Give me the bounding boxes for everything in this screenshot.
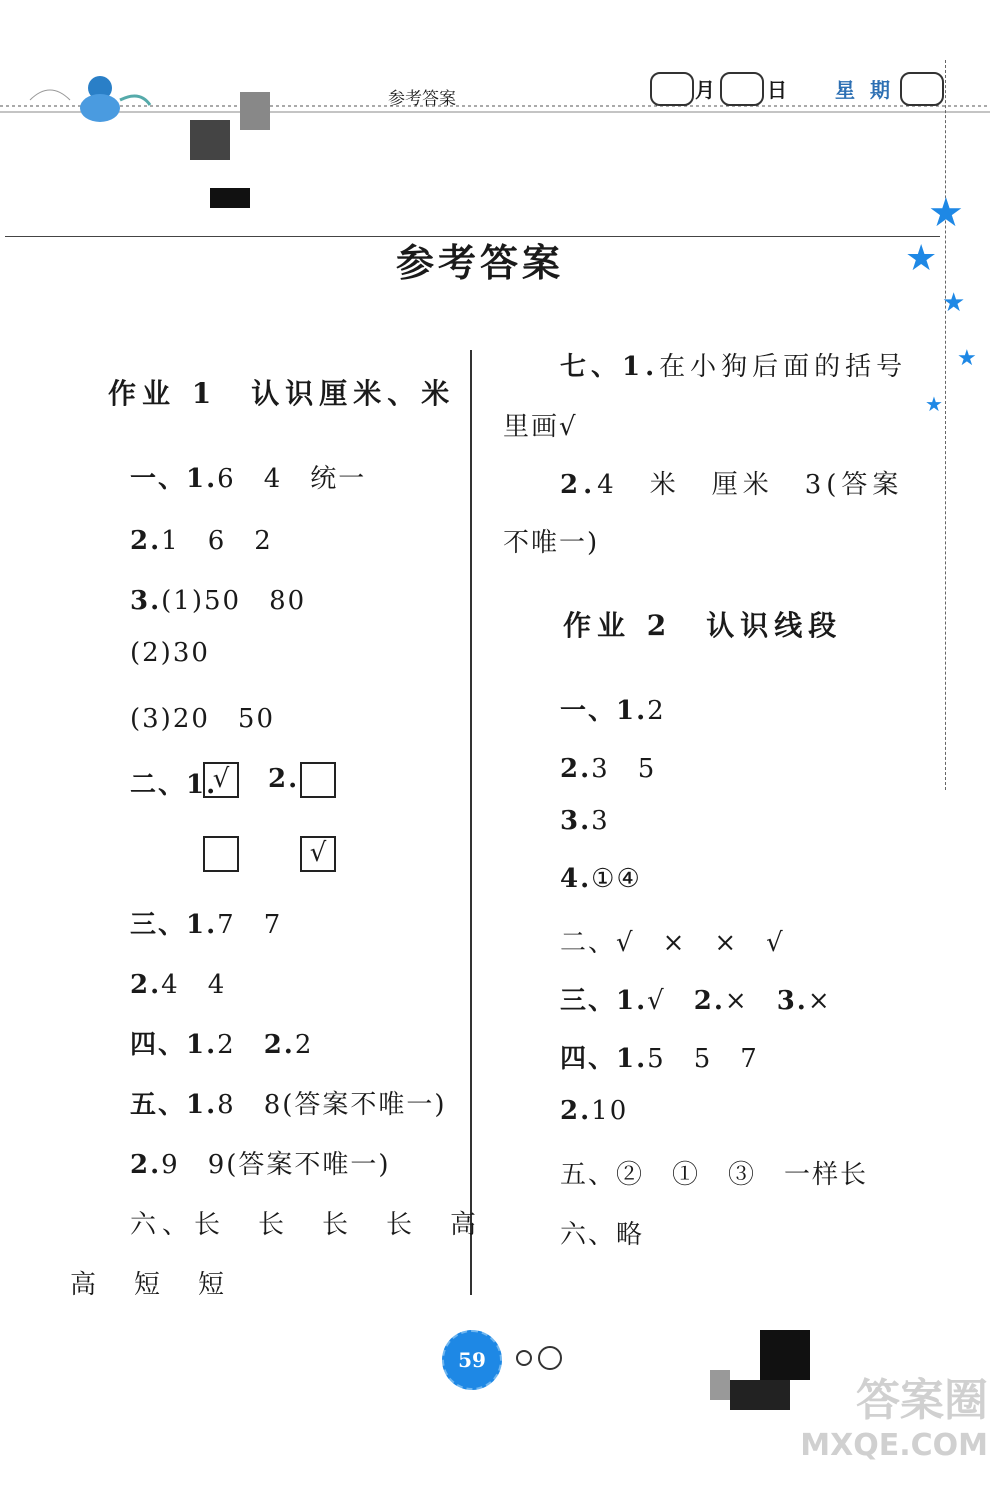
day-blank [720, 72, 764, 106]
margin-line [945, 60, 946, 790]
empty-box [203, 836, 239, 872]
answer-line: 2.1 6 2 [130, 526, 273, 556]
answer-line: 一、1.6 4 统一 [130, 464, 367, 494]
star-icon: ★ [905, 238, 938, 279]
answer-line: 4.①④ [560, 864, 642, 894]
answer-line: 三、1.7 7 [130, 910, 283, 940]
star-icon: ★ [957, 346, 977, 371]
mosaic-block [240, 92, 270, 130]
day-label: 日 [767, 78, 787, 102]
month-label: 月 [695, 78, 715, 102]
empty-box [300, 762, 336, 798]
page-title: 参考答案 [396, 240, 565, 285]
answer-line: 不唯一) [503, 528, 600, 558]
answer-line: 2.4 米 厘米 3(答案 [560, 470, 904, 500]
answer-line: 3.(1)50 80 [130, 586, 307, 616]
column-divider [470, 350, 472, 1295]
star-icon: ★ [925, 392, 943, 416]
circle-decoration [538, 1346, 562, 1370]
answer-line: 七、1.在小狗后面的括号 [560, 352, 908, 382]
answer-line: 四、1.5 5 7 [560, 1044, 759, 1074]
answer-line: 2.9 9(答案不唯一) [130, 1150, 391, 1180]
page-number: 59 [458, 1348, 486, 1372]
week-label-2: 期 [870, 78, 890, 102]
week-label-1: 星 [835, 78, 855, 102]
watermark-logo: 答案圈 [856, 1375, 988, 1426]
mosaic-block [190, 120, 230, 160]
circle-decoration [516, 1350, 532, 1366]
star-icon: ★ [942, 288, 966, 318]
mosaic-block [710, 1370, 730, 1400]
answer-line: 2.3 5 [560, 754, 657, 784]
mosaic-block [730, 1380, 790, 1410]
weekday-blank [900, 72, 944, 106]
answer-line: 2.4 4 [130, 970, 227, 1000]
answer-line: (2)30 [130, 638, 210, 668]
answer-line: 一、1.2 [560, 696, 666, 726]
section-heading: 作业 2 认识线段 [563, 609, 843, 642]
answer-line: 二、1. [130, 770, 218, 800]
month-blank [650, 72, 694, 106]
answer-line: 三、1.√ 2.× 3.× [560, 986, 832, 1016]
answer-line: 四、1.2 2.2 [130, 1030, 314, 1060]
page-number-badge [442, 1330, 502, 1390]
answer-line: 五、② ① ③ 一样长 [560, 1160, 869, 1190]
answer-line: 六、略 [560, 1220, 645, 1250]
answer-line: 高 短 短 [70, 1270, 231, 1300]
watermark-url: MXQE.COM [800, 1428, 988, 1463]
watermark [800, 1364, 988, 1463]
check-box: √ [203, 762, 239, 798]
answer-line: 六、长 长 长 长 高 [130, 1210, 483, 1240]
check-box: √ [300, 836, 336, 872]
answer-line: 五、1.8 8(答案不唯一) [130, 1090, 447, 1120]
snowman-illustration [30, 76, 150, 122]
answer-line: 2.10 [560, 1096, 629, 1126]
mosaic-block [210, 188, 250, 208]
header-small-title: 参考答案 [388, 89, 456, 109]
answer-line: 里画√ [503, 412, 578, 442]
answer-line: (3)20 50 [130, 704, 275, 734]
answer-line: 3.3 [560, 806, 610, 836]
section-heading: 作业 1 认识厘米、米 [108, 377, 456, 410]
star-icon: ★ [928, 190, 964, 236]
answer-line: 2. [268, 764, 300, 794]
answer-line: 二、√ × × √ [560, 928, 785, 958]
